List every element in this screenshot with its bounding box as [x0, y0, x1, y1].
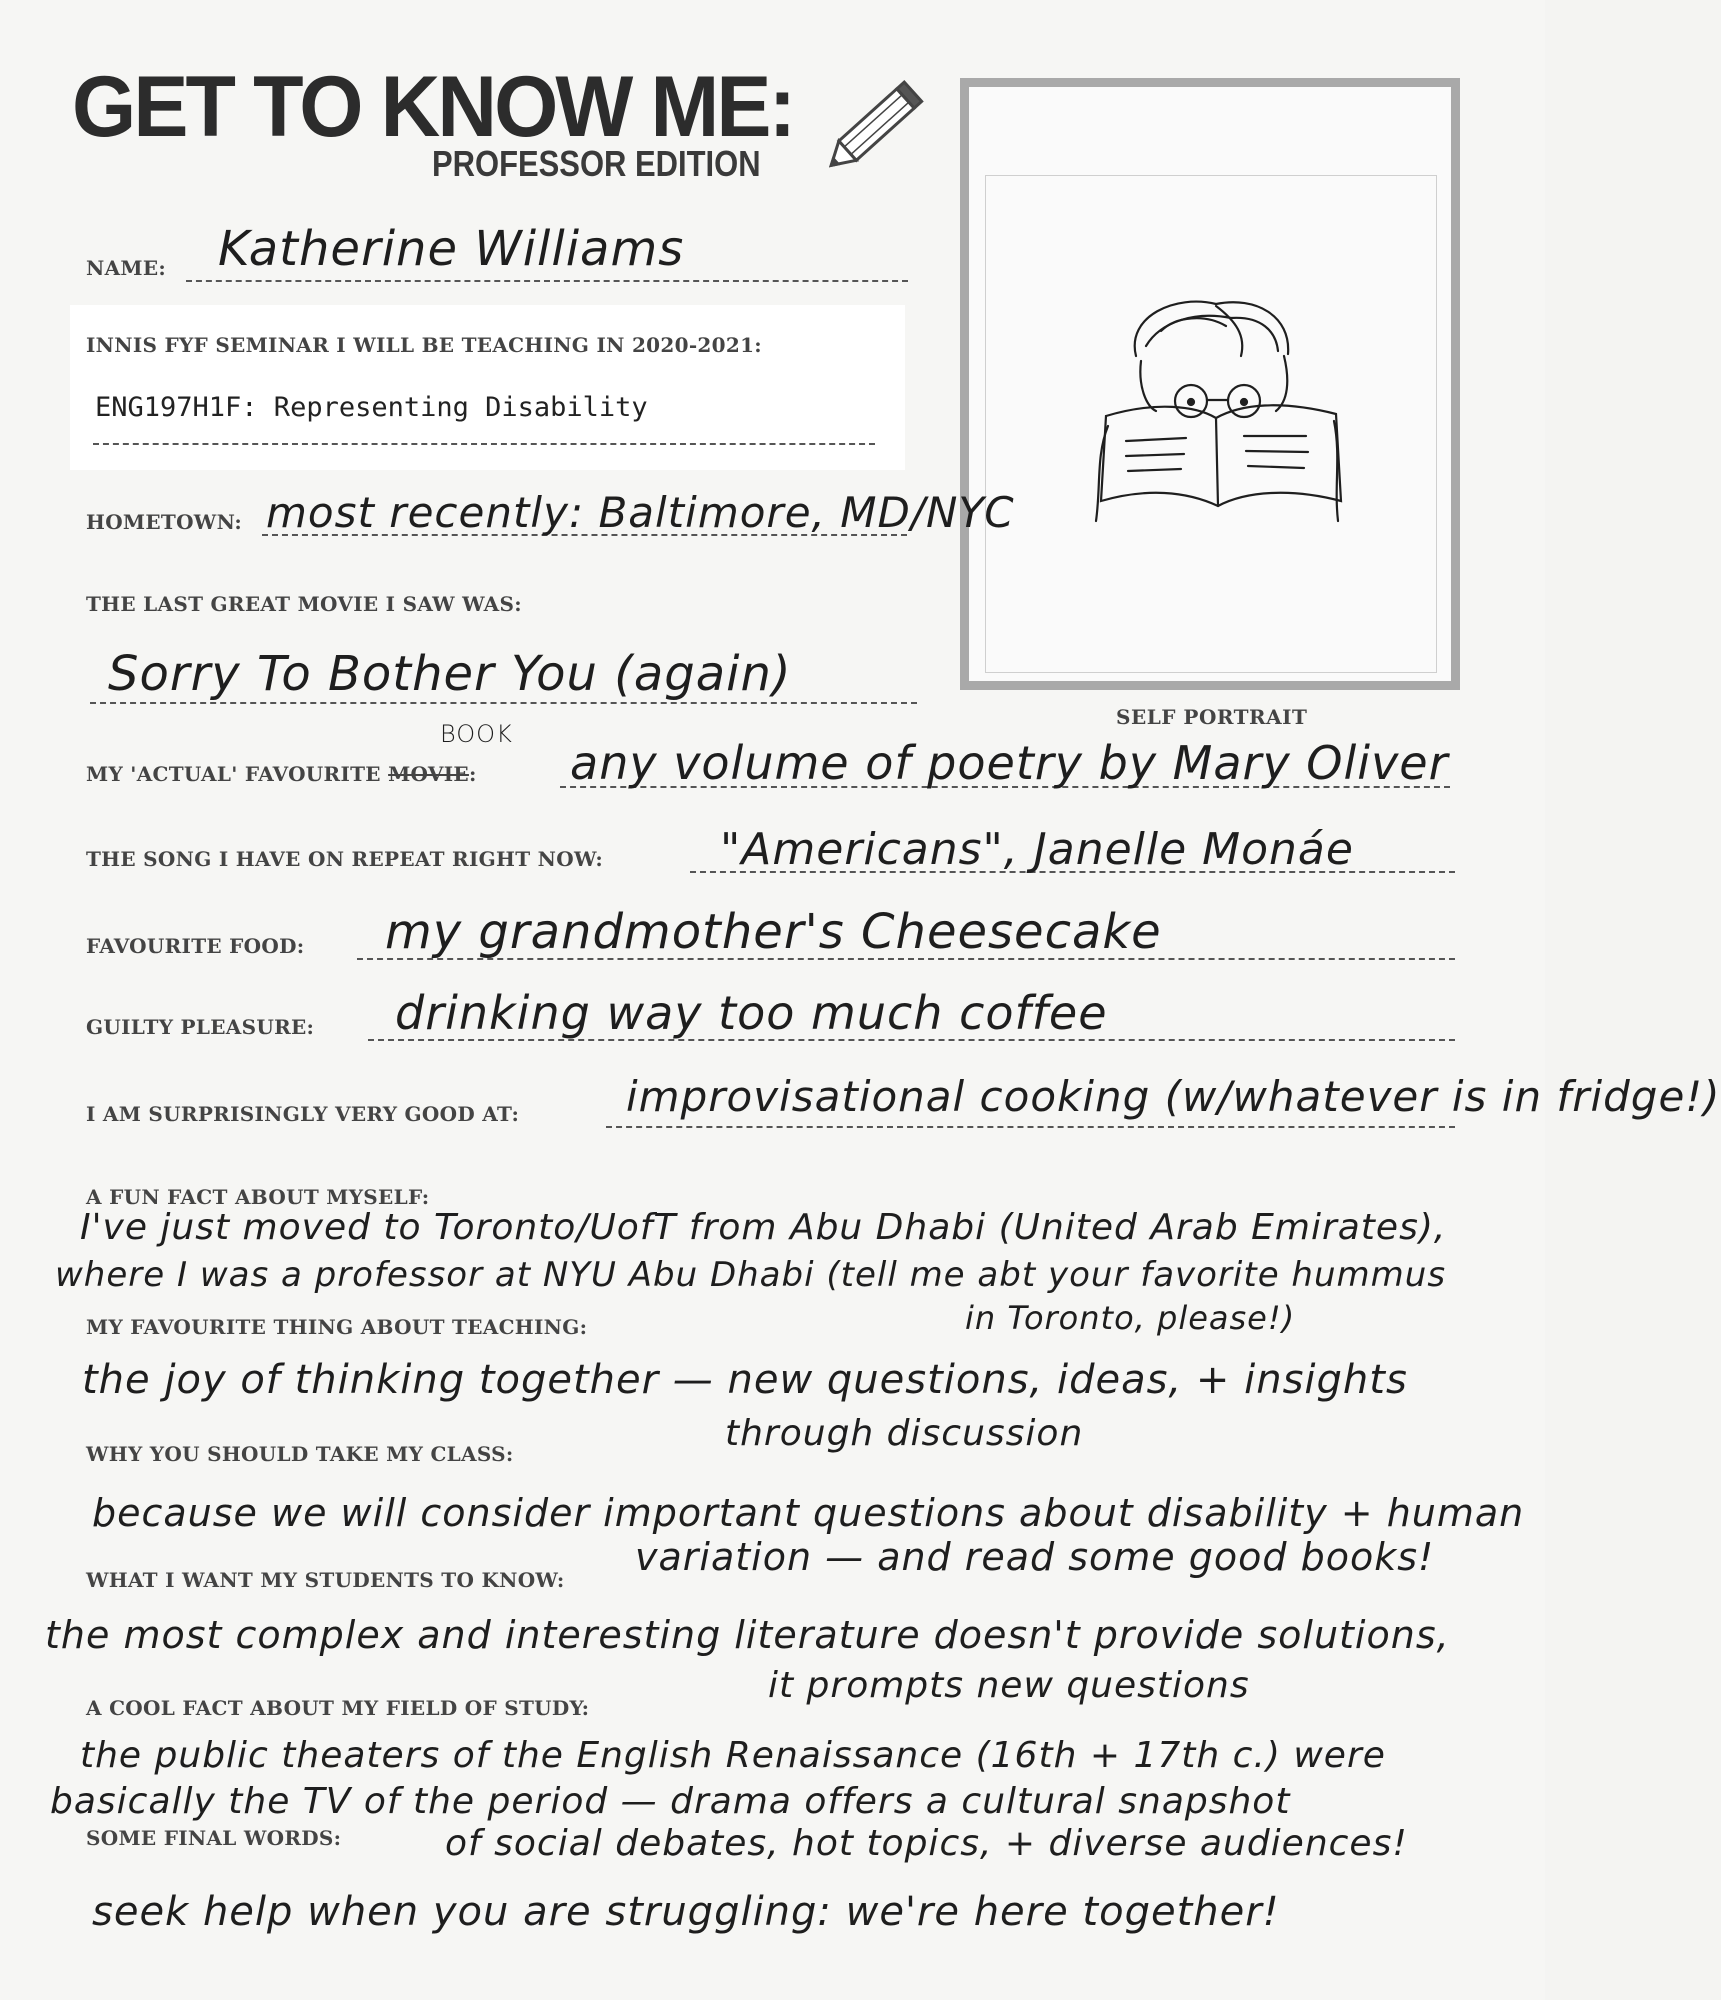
movie-answer: Sorry To Bother You (again): [108, 646, 792, 702]
movie-line: [90, 702, 917, 704]
know-label: WHAT I WANT MY STUDENTS TO KNOW:: [86, 1568, 565, 1592]
field-fact-label: A COOL FACT ABOUT MY FIELD OF STUDY:: [86, 1696, 590, 1720]
portrait-caption: SELF PORTRAIT: [1116, 705, 1308, 729]
final-words-answer: seek help when you are struggling: we're here together!: [92, 1889, 1280, 1935]
why-line-2: variation — and read some good books!: [635, 1535, 1435, 1579]
food-answer: my grandmother's Cheesecake: [385, 904, 1162, 960]
seminar-label: INNIS FYF SEMINAR I WILL BE TEACHING IN 2020-2021:: [86, 333, 762, 357]
why-line-1: because we will consider important questions about disability + human: [92, 1491, 1525, 1535]
fun-fact-line-3: in Toronto, please!): [965, 1299, 1296, 1337]
seminar-line: [93, 443, 875, 445]
teaching-label: MY FAVOURITE THING ABOUT TEACHING:: [86, 1315, 588, 1339]
favourite-label-suffix: :: [468, 762, 477, 786]
hometown-answer: most recently: Baltimore, MD/NYC: [266, 488, 1015, 537]
name-answer: Katherine Williams: [218, 221, 685, 277]
pencil-icon: [812, 74, 932, 186]
song-label: THE SONG I HAVE ON REPEAT RIGHT NOW:: [86, 847, 604, 871]
know-line-1: the most complex and interesting literature doesn't provide solutions,: [45, 1613, 1450, 1657]
self-portrait-frame: [960, 78, 1460, 690]
fun-fact-line-1: I've just moved to Toronto/UofT from Abu Dhabi (United Arab Emirates),: [80, 1207, 1447, 1248]
page-title: GET TO KNOW ME:: [72, 59, 794, 155]
name-label: NAME:: [86, 256, 167, 280]
food-label: FAVOURITE FOOD:: [86, 934, 305, 958]
good-at-label: I AM SURPRISINGLY VERY GOOD AT:: [86, 1102, 520, 1126]
favourite-label-prefix: MY 'ACTUAL' FAVOURITE: [86, 762, 381, 786]
page-subtitle: PROFESSOR EDITION: [432, 143, 761, 184]
favourite-correction: BOOK: [440, 720, 513, 748]
guilty-label: GUILTY PLEASURE:: [86, 1015, 315, 1039]
song-answer: "Americans", Janelle Monáe: [720, 824, 1354, 875]
field-fact-line-3: of social debates, hot topics, + diverse audiences!: [445, 1823, 1408, 1864]
self-portrait-area: [985, 175, 1437, 673]
teaching-line-2: through discussion: [725, 1413, 1084, 1454]
name-line: [186, 280, 908, 282]
why-label: WHY YOU SHOULD TAKE MY CLASS:: [86, 1442, 514, 1466]
guilty-answer: drinking way too much coffee: [395, 986, 1108, 1040]
favourite-label: [86, 762, 477, 786]
fun-fact-label: A FUN FACT ABOUT MYSELF:: [86, 1185, 430, 1209]
final-words-label: SOME FINAL WORDS:: [86, 1826, 342, 1850]
know-line-2: it prompts new questions: [768, 1665, 1250, 1706]
hometown-label: HOMETOWN:: [86, 510, 243, 534]
field-fact-line-1: the public theaters of the English Renaissance (16th + 17th c.) were: [80, 1735, 1386, 1776]
self-portrait-sketch: [1066, 296, 1366, 526]
favourite-label-struck: MOVIE: [388, 762, 469, 786]
seminar-answer: ENG197H1F: Representing Disability: [95, 392, 648, 423]
good-at-answer: improvisational cooking (w/whatever is in fridge!): [626, 1072, 1721, 1121]
fun-fact-line-2: where I was a professor at NYU Abu Dhabi (tell me abt your favorite hummus: [55, 1255, 1447, 1295]
movie-label: THE LAST GREAT MOVIE I SAW WAS:: [86, 592, 522, 616]
seminar-box: [70, 305, 905, 470]
field-fact-line-2: basically the TV of the period — drama offers a cultural snapshot: [50, 1781, 1291, 1822]
teaching-line-1: the joy of thinking together — new questions, ideas, + insights: [82, 1357, 1408, 1403]
good-at-line: [606, 1126, 1455, 1128]
favourite-answer: any volume of poetry by Mary Oliver: [570, 736, 1449, 790]
